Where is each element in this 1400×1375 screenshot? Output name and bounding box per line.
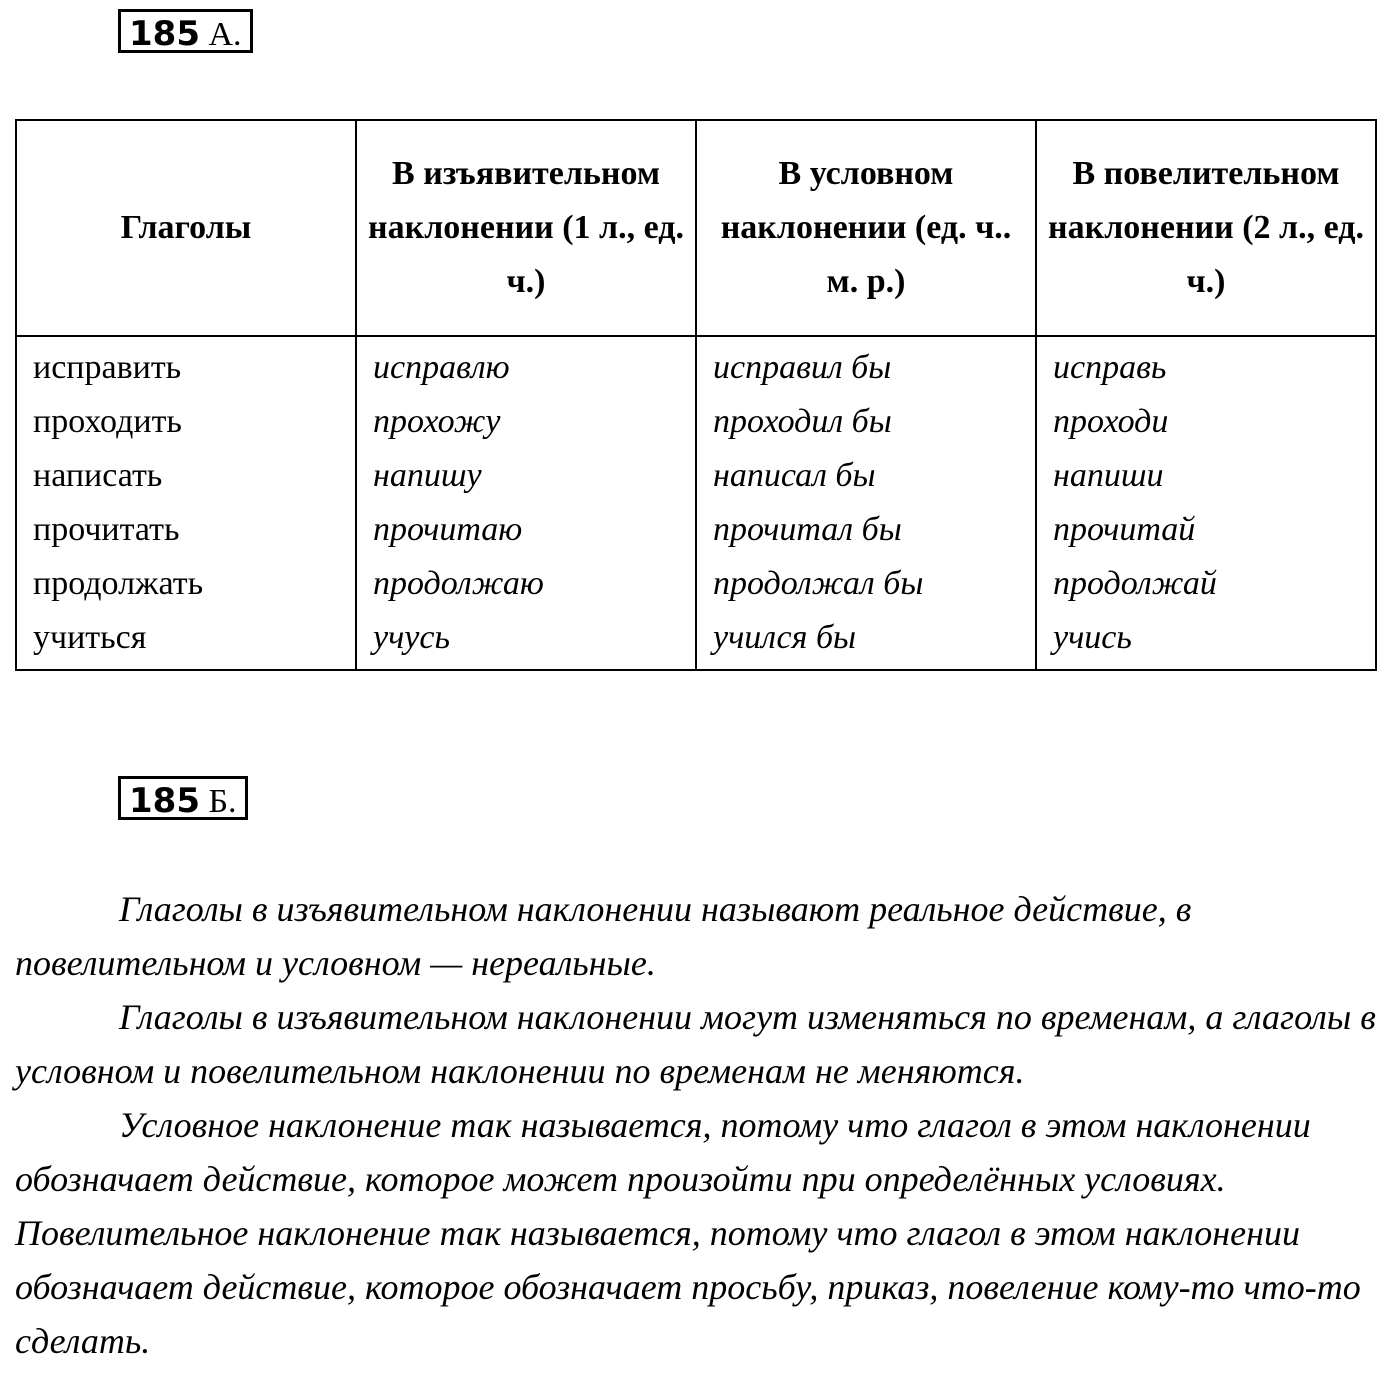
verb-cell: проходить bbox=[33, 403, 182, 440]
verb-cell: прочитать bbox=[33, 511, 180, 548]
answer-text bbox=[15, 882, 1380, 1368]
imperative-column bbox=[1036, 336, 1376, 670]
verb-cell: продолжать bbox=[33, 565, 204, 602]
indicative-column bbox=[356, 336, 696, 670]
exercise-part: А. bbox=[208, 16, 242, 53]
conditional-column bbox=[696, 336, 1036, 670]
indicative-cell: продолжаю bbox=[373, 565, 544, 602]
imperative-cell: напиши bbox=[1053, 457, 1164, 494]
verb-cell: учиться bbox=[33, 619, 147, 656]
imperative-cell: исправь bbox=[1053, 349, 1167, 386]
imperative-cell: прочитай bbox=[1053, 511, 1196, 548]
indicative-cell: прочитаю bbox=[373, 511, 523, 548]
header-conditional: В условном наклонении (ед. ч.. м. р.) bbox=[696, 120, 1036, 336]
header-imperative: В повелительном наклонении (2 л., ед. ч.) bbox=[1036, 120, 1376, 336]
imperative-cell: проходи bbox=[1053, 403, 1169, 440]
verb-cell: исправить bbox=[33, 349, 182, 386]
verb-cell: написать bbox=[33, 457, 163, 494]
verbs-column bbox=[16, 336, 356, 670]
conditional-cell: учился бы bbox=[713, 619, 857, 656]
conditional-cell: исправил бы bbox=[713, 349, 892, 386]
conditional-cell: продолжал бы bbox=[713, 565, 924, 602]
exercise-number: 185 bbox=[129, 14, 200, 54]
answer-paragraph: Глаголы в изъявительном наклонении могут изменяться по временам, а глаголы в условном и повелительном наклонении по временам не меняются. bbox=[15, 997, 1376, 1091]
table-header-row bbox=[16, 120, 1376, 336]
exercise-label-185b bbox=[118, 776, 248, 820]
indicative-cell: исправлю bbox=[373, 349, 510, 386]
header-verbs: Глаголы bbox=[16, 120, 356, 336]
exercise-number: 185 bbox=[129, 781, 200, 821]
indicative-cell: прохожу bbox=[373, 403, 501, 440]
imperative-cell: учись bbox=[1053, 619, 1132, 656]
conditional-cell: написал бы bbox=[713, 457, 876, 494]
conditional-cell: проходил бы bbox=[713, 403, 892, 440]
exercise-label-185a bbox=[118, 9, 253, 53]
verb-mood-table bbox=[15, 119, 1377, 671]
answer-paragraph: Глаголы в изъявительном наклонении называют реальное действие, в повелительном и условном — нереальные. bbox=[15, 889, 1192, 983]
answer-paragraph: Условное наклонение так называется, потому что глагол в этом наклонении обозначает действие, которое может произойти при определённых условиях. Повелительное наклонение так называется, потому что глагол в этом наклонении обозначает действие, которое обозначает просьбу, приказ, повеление кому-то что-то сделать. bbox=[15, 1105, 1361, 1361]
exercise-part: Б. bbox=[208, 783, 237, 820]
table-row bbox=[16, 336, 1376, 670]
header-indicative: В изъявительном наклонении (1 л., ед. ч.) bbox=[356, 120, 696, 336]
indicative-cell: напишу bbox=[373, 457, 482, 494]
conditional-cell: прочитал бы bbox=[713, 511, 902, 548]
indicative-cell: учусь bbox=[373, 619, 450, 656]
imperative-cell: продолжай bbox=[1053, 565, 1217, 602]
